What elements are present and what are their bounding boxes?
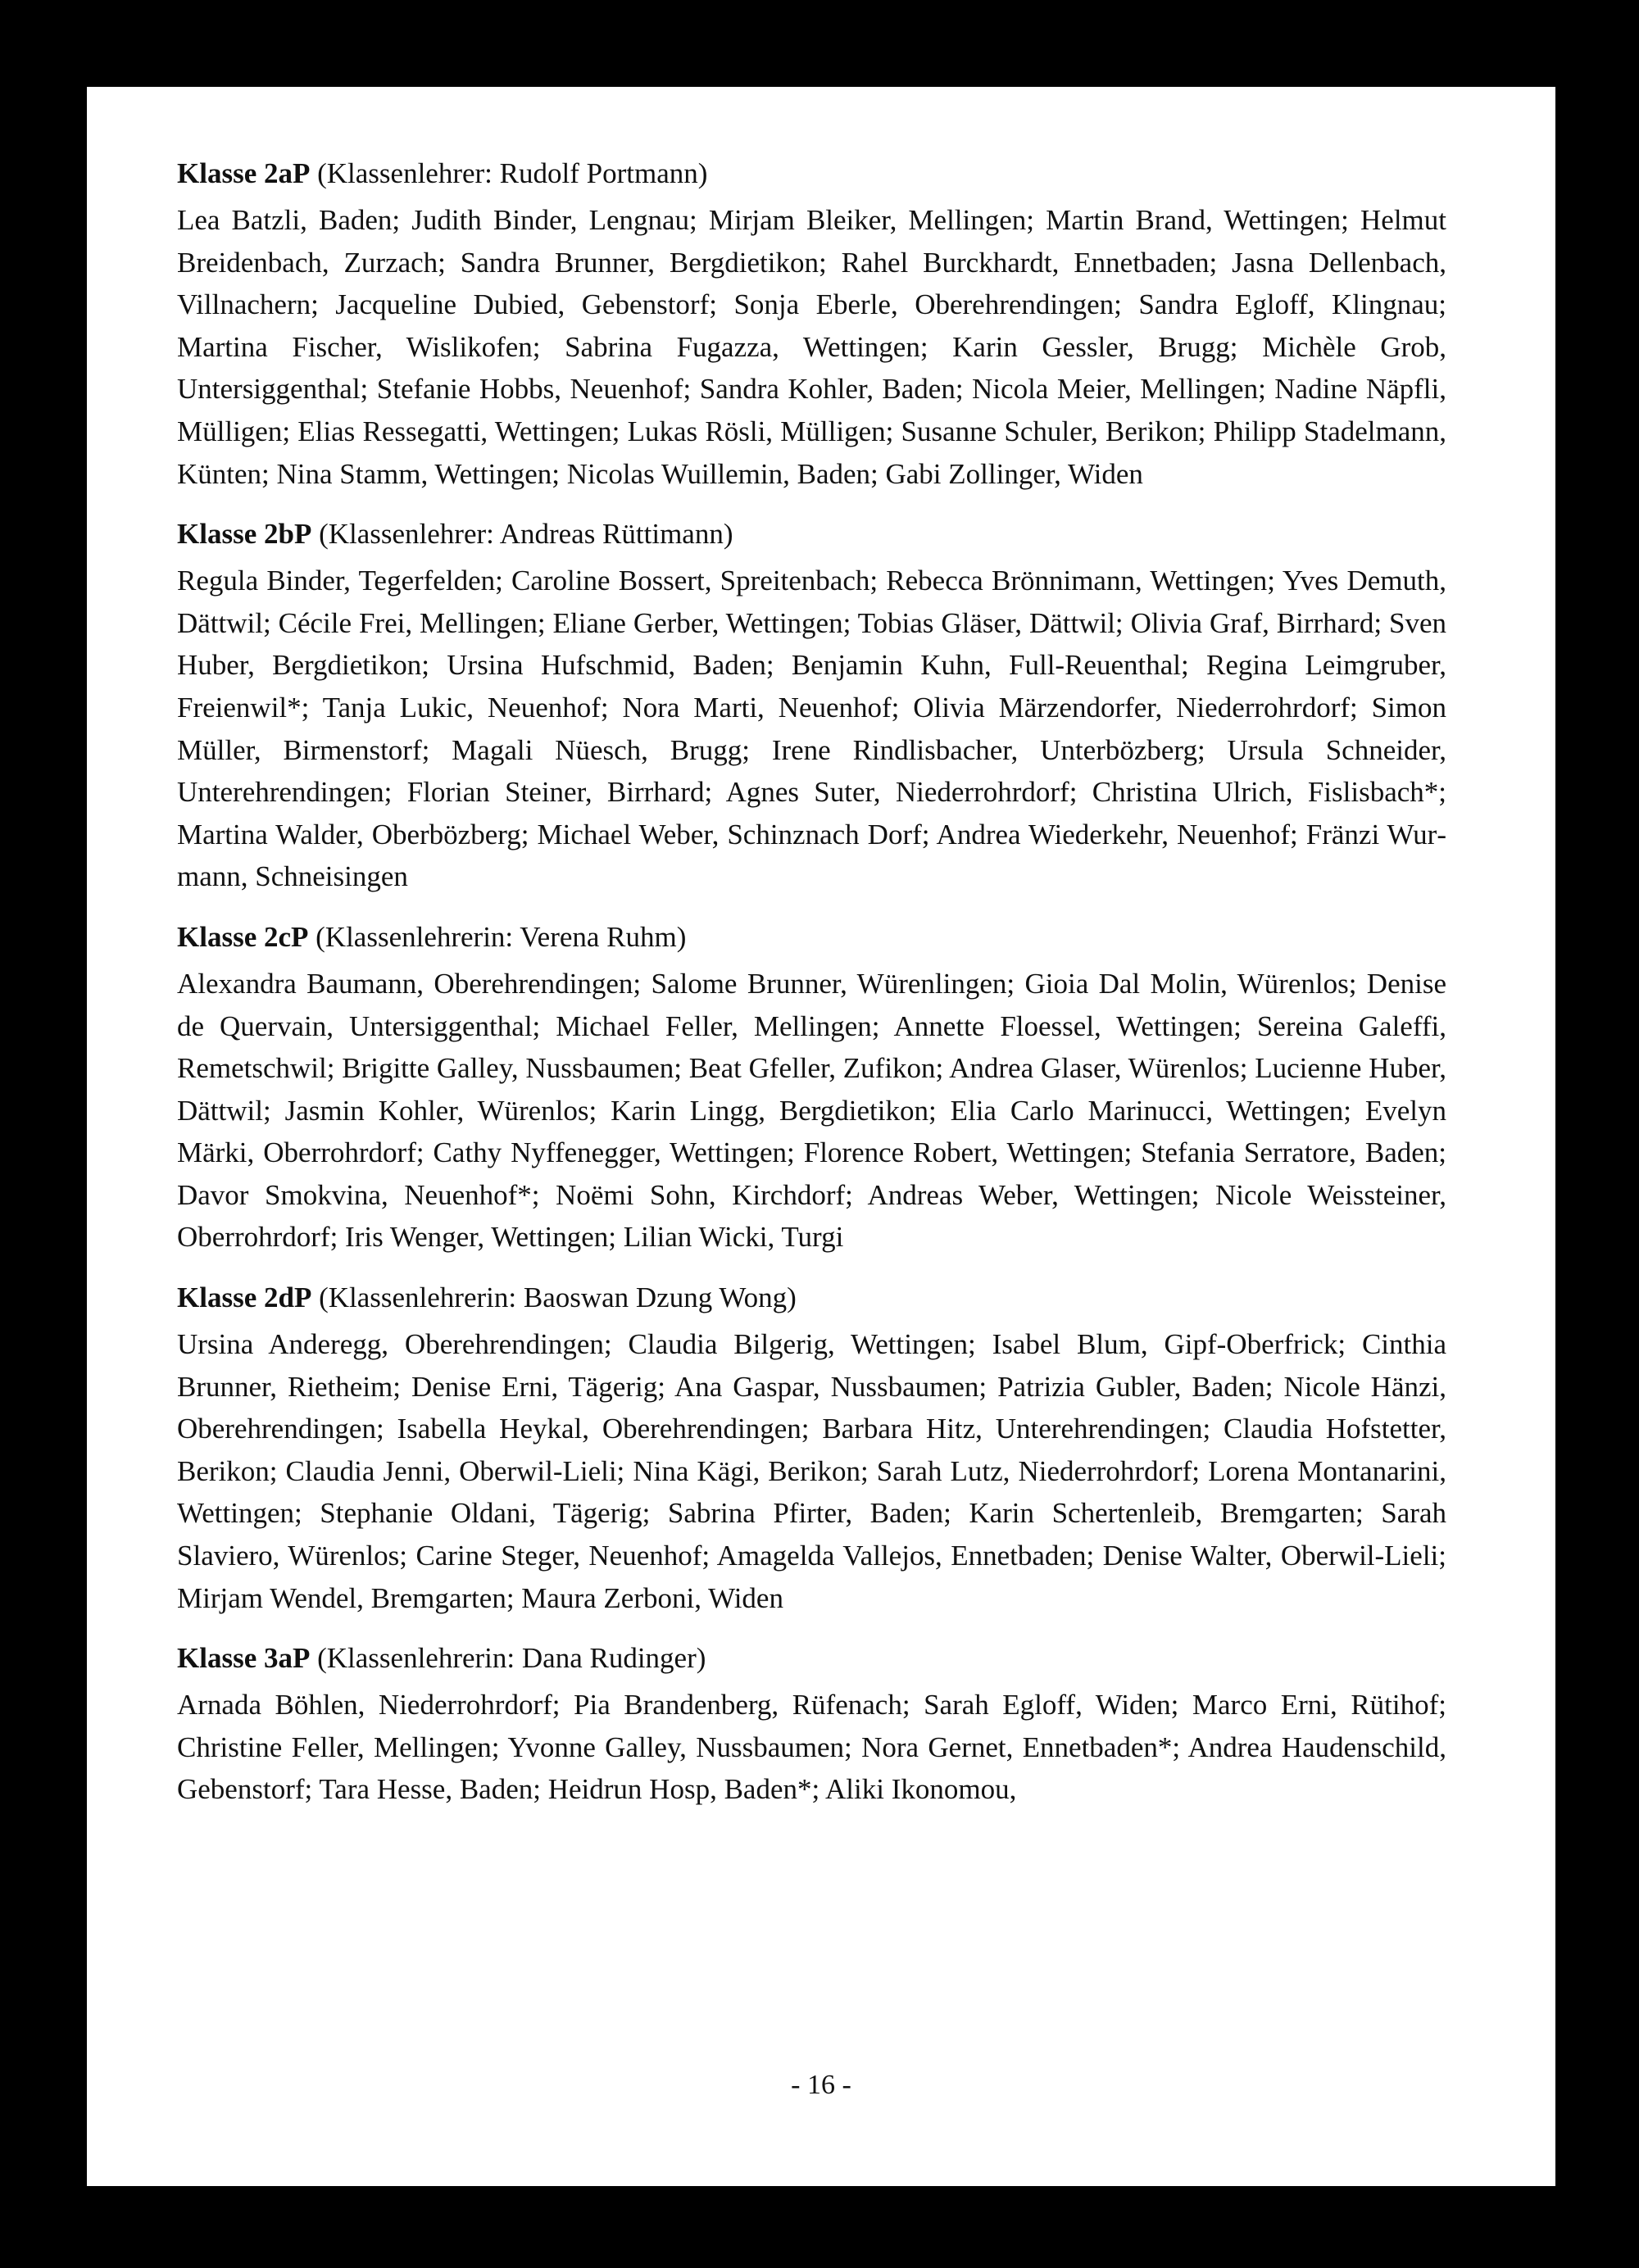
class-section-2cp [177, 918, 1446, 1259]
teacher-label: (Klassenlehrerin: Verena Ruhm) [316, 920, 687, 953]
class-label: Klasse 2dP [177, 1281, 312, 1314]
class-section-2ap [177, 154, 1446, 495]
class-list [177, 154, 1446, 1830]
class-section-2dp [177, 1278, 1446, 1619]
class-section-2bp [177, 515, 1446, 898]
class-label: Klasse 2cP [177, 920, 309, 953]
section-heading [177, 1639, 1446, 1678]
student-list: Ursina Anderegg, Oberehrendingen; Claudia Bilgerig, Wettingen; Isabel Blum, Gipf-Oberfrick; Cinthia Brunner, Rietheim; Denise Erni, Tägerig; Ana Gaspar, Nussbaumen; Patrizia Gubler, Baden; Nicole Hänzi, Oberehrendingen; Isabella Heykal, Oberehrendingen; Barbara Hitz, Unterehrendingen; Claudia Hofstetter, Berikon; Claudia Jenni, Oberwil-Lieli; Nina Kägi, Berikon; Sarah Lutz, Niederrohrdorf; Lorena Montanarini, Wettingen; Stephanie Oldani, Tägerig; Sabrina Pfirter, Baden; Karin Schertenleib, Bremgarten; Sarah Slaviero, Würenlos; Carine Steger, Neuenhof; Amagelda Vallejos, Ennetbaden; Denise Walter, Oberwil-Lieli; Mirjam Wendel, Bremgarten; Maura Zerboni, Widen [177, 1328, 1446, 1614]
class-section-3ap [177, 1639, 1446, 1811]
section-heading [177, 918, 1446, 957]
page-number: - 16 - [791, 2070, 851, 2100]
teacher-label: (Klassenlehrer: Rudolf Portmann) [317, 157, 708, 189]
class-label: Klasse 2bP [177, 518, 312, 551]
class-label: Klasse 3aP [177, 1642, 311, 1675]
teacher-label: (Klassenlehrer: Andreas Rüttimann) [319, 518, 733, 551]
section-heading [177, 515, 1446, 554]
student-list: Lea Batzli, Baden; Judith Binder, Lengnau; Mirjam Bleiker, Mellingen; Martin Brand, Wettingen; Helmut Breidenbach, Zurzach; Sandra Brunner, Bergdietikon; Rahel Burckhardt, Ennetbaden; Jasna Dellenbach, Villnachern; Jacqueline Dubied, Gebenstorf; Sonja Eberle, Oberehrendingen; Sandra Egloff, Klingnau; Martina Fischer, Wislikofen; Sabrina Fugazza, Wettingen; Karin Gessler, Brugg; Michèle Grob, Untersiggenthal; Stefanie Hobbs, Neuenhof; Sandra Kohler, Baden; Nicola Meier, Mellingen; Nadine Näpfli, Mülligen; Elias Ressegatti, Wettingen; Lukas Rösli, Mülligen; Susanne Schuler, Berikon; Philipp Stadelmann, Künten; Nina Stamm, Wettingen; Nicolas Wuillemin, Baden; Gabi Zollinger, Widen [177, 204, 1446, 490]
class-label: Klasse 2aP [177, 157, 311, 189]
student-list: Alexandra Baumann, Oberehrendingen; Salome Brunner, Würenlingen; Gioia Dal Molin, Würenlos; Denise de Quervain, Untersiggenthal; Michael Feller, Mellingen; Annette Floessel, Wettingen; Sereina Galeffi, Remetschwil; Brigitte Galley, Nussbaumen; Beat Gfeller, Zufikon; Andrea Glaser, Würenlos; Lucienne Huber, Dättwil; Jasmin Kohler, Würenlos; Karin Lingg, Bergdietikon; Elia Carlo Marinucci, Wettingen; Evelyn Märki, Oberrohrdorf; Cathy Nyffenegger, Wettingen; Florence Robert, Wettingen; Stefania Serratore, Baden; Davor Smokvina, Neuenhof*; Noëmi Sohn, Kirchdorf; Andreas Weber, Wettingen; Nicole Weissteiner, Oberrohrdorf; Iris Wenger, Wettingen; Lilian Wicki, Turgi [177, 967, 1446, 1254]
student-list: Regula Binder, Tegerfelden; Caroline Bossert, Spreitenbach; Rebecca Brönnimann, Wettingen; Yves Demuth, Dättwil; Cécile Frei, Mellingen; Eliane Gerber, Wettingen; Tobias Gläser, Dättwil; Olivia Graf, Birrhard; Sven Huber, Bergdietikon; Ursina Hufschmid, Baden; Benjamin Kuhn, Full-Reuenthal; Regina Leimgruber, Freienwil*; Tanja Lukic, Neuenhof; Nora Marti, Neuenhof; Olivia Märzendorfer, Niederrohrdorf; Simon Müller, Birmenstorf; Magali Nüesch, Brugg; Irene Rindlisbacher, Unterbözberg; Ursula Schneider, Unterehrendingen; Florian Steiner, Birrhard; Agnes Suter, Niederrohrdorf; Christina Ulrich, Fislisbach*; Martina Walder, Oberbözberg; Michael Weber, Schinznach Dorf; Andrea Wiederkehr, Neuenhof; Fränzi Wurmann, Schneisingen [177, 565, 1446, 893]
student-list: Arnada Böhlen, Niederrohrdorf; Pia Brandenberg, Rüfenach; Sarah Egloff, Widen; Marco Erni, Rütihof; Christine Feller, Mellingen; Yvonne Galley, Nussbaumen; Nora Gernet, Ennetbaden*; Andrea Haudenschild, Gebenstorf; Tara Hesse, Baden; Heidrun Hosp, Baden*; Aliki Ikonomou, [177, 1689, 1446, 1806]
document-page [87, 87, 1555, 2186]
section-heading [177, 1278, 1446, 1318]
teacher-label: (Klassenlehrerin: Dana Rudinger) [317, 1642, 706, 1675]
teacher-label: (Klassenlehrerin: Baoswan Dzung Wong) [319, 1281, 797, 1314]
section-heading [177, 154, 1446, 193]
